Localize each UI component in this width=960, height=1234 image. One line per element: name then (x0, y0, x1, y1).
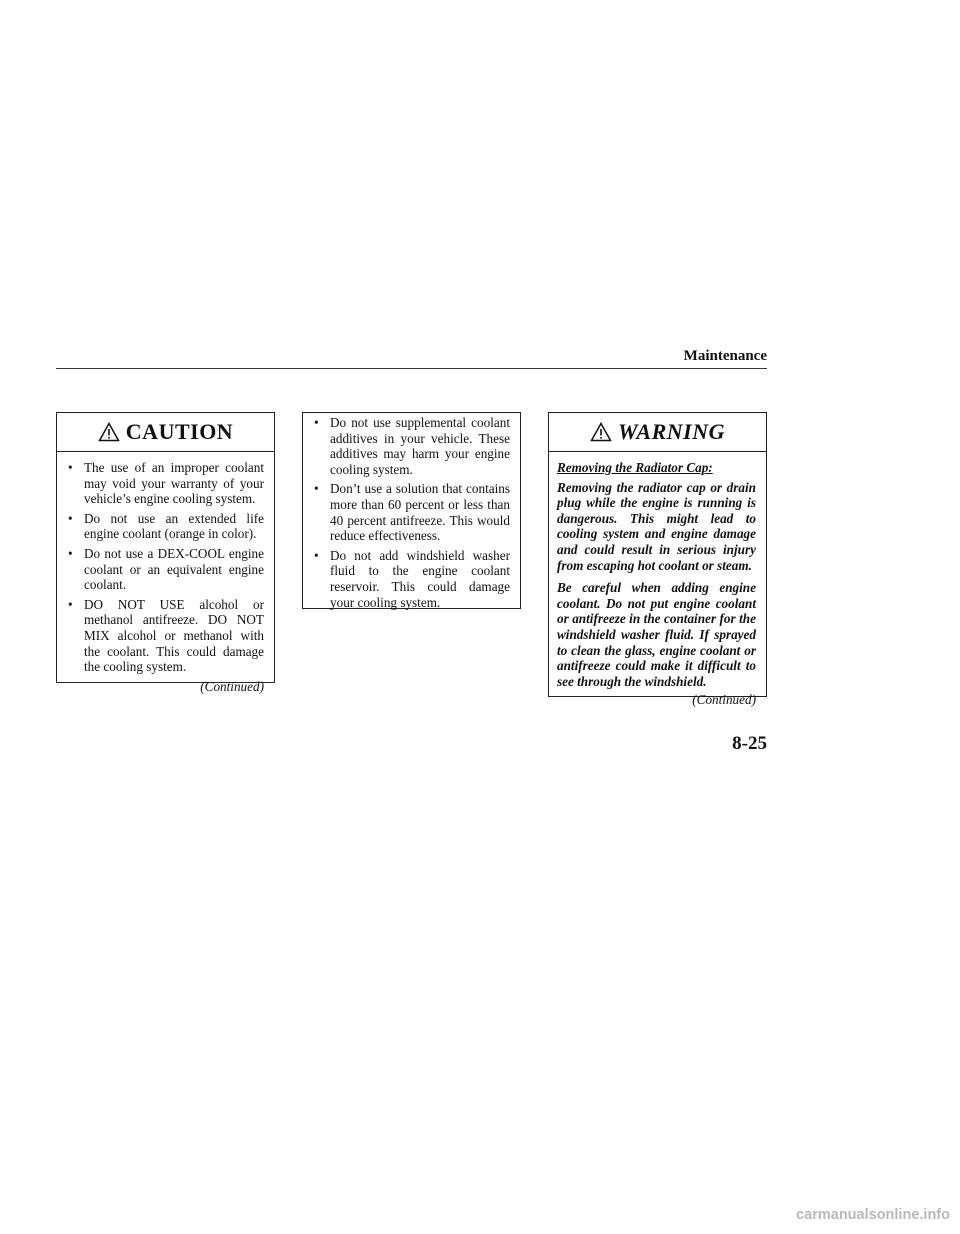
watermark: carmanualsonline.info (796, 1207, 950, 1223)
header-rule (56, 368, 767, 369)
caution-continued: (Continued) (200, 678, 264, 694)
list-item: • Don’t use a solution that contains more than 60 percent or less than 40 percent antifreeze. This would reduce effectiveness. (313, 481, 510, 543)
warning-title: WARNING (617, 419, 725, 444)
continuation-body (303, 413, 520, 610)
warning-paragraph: Be careful when adding engine coolant. Do not put engine coolant or antifreeze in the container for the windshield washer fluid. If sprayed to clean the glass, engine coolant or antifreeze could make it difficult to see through the windshield. (557, 580, 756, 689)
caution-list (67, 460, 264, 675)
page-number: 8-25 (732, 733, 767, 754)
warning-body (549, 452, 766, 708)
warning-triangle-icon (98, 422, 120, 442)
caution-body (57, 452, 274, 694)
list-item: • DO NOT USE alcohol or methanol antifreeze. DO NOT MIX alcohol or methanol with the coolant. This could damage the cooling system. (67, 597, 264, 675)
list-item: • Do not use an extended life engine coolant (orange in color). (67, 511, 264, 542)
warning-heading: Removing the Radiator Cap: (557, 460, 713, 475)
warning-box (548, 412, 767, 708)
caution-continuation-box (302, 412, 521, 609)
warning-continued: (Continued) (692, 692, 756, 708)
list-item: • Do not add windshield washer fluid to the engine coolant reservoir. This could damage your cooling system. (313, 548, 510, 610)
list-item: • Do not use supplemental coolant additives in your vehicle. These additives may harm your engine cooling system. (313, 415, 510, 477)
warning-paragraph: Removing the radiator cap or drain plug while the engine is running is dangerous. This might lead to cooling system and engine damage and could result in serious injury from escaping hot coolant or steam. (557, 479, 756, 573)
warning-triangle-icon (590, 422, 612, 442)
list-item: • Do not use a DEX-COOL engine coolant or an equivalent engine coolant. (67, 546, 264, 593)
list-item: • The use of an improper coolant may void your warranty of your vehicle’s engine cooling system. (67, 460, 264, 507)
caution-title: CAUTION (125, 419, 234, 444)
caution-header (57, 413, 274, 452)
continuation-list (313, 415, 510, 610)
caution-box (56, 412, 275, 694)
section-title: Maintenance (683, 348, 767, 364)
warning-header (549, 413, 766, 452)
